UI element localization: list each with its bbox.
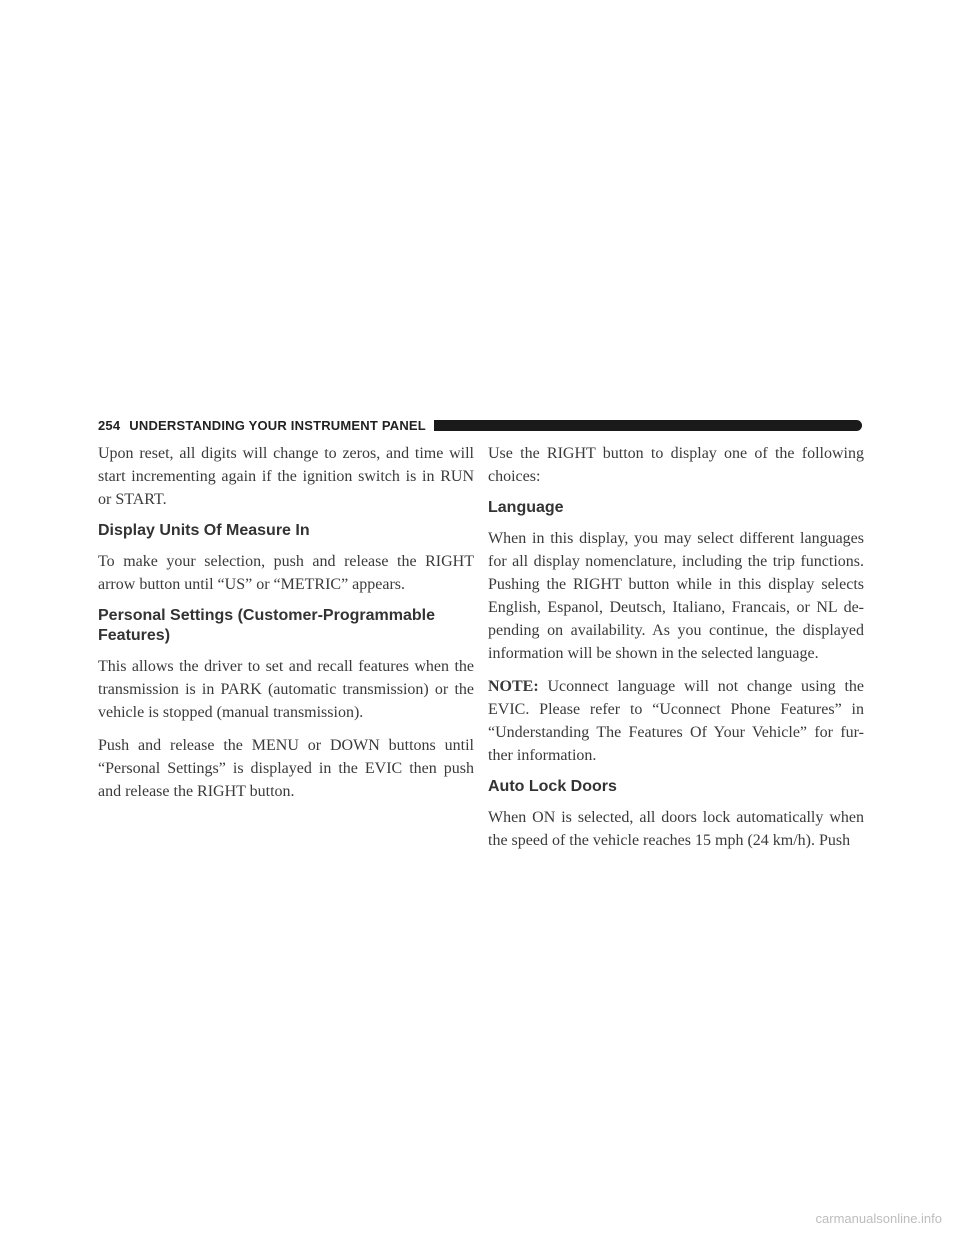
auto-lock-paragraph: When ON is selected, all doors lock automatically when the speed of the vehicle reaches 15 mph (24 km/h). Push — [488, 809, 864, 849]
watermark-text: carmanualsonline.info — [815, 1211, 942, 1226]
left-column — [98, 442, 474, 813]
header-rule-bar — [434, 420, 862, 431]
personal-settings-heading: Personal Settings (Customer-Programmable Features) — [98, 607, 435, 644]
page-header — [98, 416, 862, 434]
reset-paragraph: Upon reset, all digits will change to zeros, and time will start incrementing again if the ignition switch is in RUN or START. — [98, 445, 474, 508]
section-title: UNDERSTANDING YOUR INSTRUMENT PANEL — [129, 417, 426, 433]
choices-intro-paragraph: Use the RIGHT button to display one of the following choices: — [488, 445, 864, 485]
auto-lock-heading: Auto Lock Doors — [488, 778, 617, 795]
language-heading: Language — [488, 499, 564, 516]
page-number: 254 — [98, 417, 121, 433]
note-text: Uconnect language will not change using the EVIC. Please refer to “Uconnect Phone Features” in “Understanding The Features Of Your Vehicle” for fur-ther information. — [488, 678, 864, 764]
units-heading: Display Units Of Measure In — [98, 522, 310, 539]
language-paragraph: When in this display, you may select different languages for all display nomenclature, including the trip functions. Pushing the RIGHT button while in this display selects English, Espanol, Deutsch, Italiano, Francais, or NL de-pending on availability. As you continue, the displayed information will be shown in the selected language. — [488, 530, 864, 662]
note-label: NOTE: — [488, 678, 539, 695]
units-paragraph: To make your selection, push and release the RIGHT arrow button until “US” or “METRIC” appears. — [98, 553, 474, 593]
right-column — [488, 442, 864, 862]
note-paragraph — [488, 675, 864, 767]
personal-settings-paragraph-1: This allows the driver to set and recall features when the transmission is in PARK (automatic transmission) or the vehicle is stopped (manual transmission). — [98, 658, 474, 721]
personal-settings-paragraph-2: Push and release the MENU or DOWN buttons until “Personal Settings” is displayed in the EVIC then push and release the RIGHT button. — [98, 737, 474, 800]
